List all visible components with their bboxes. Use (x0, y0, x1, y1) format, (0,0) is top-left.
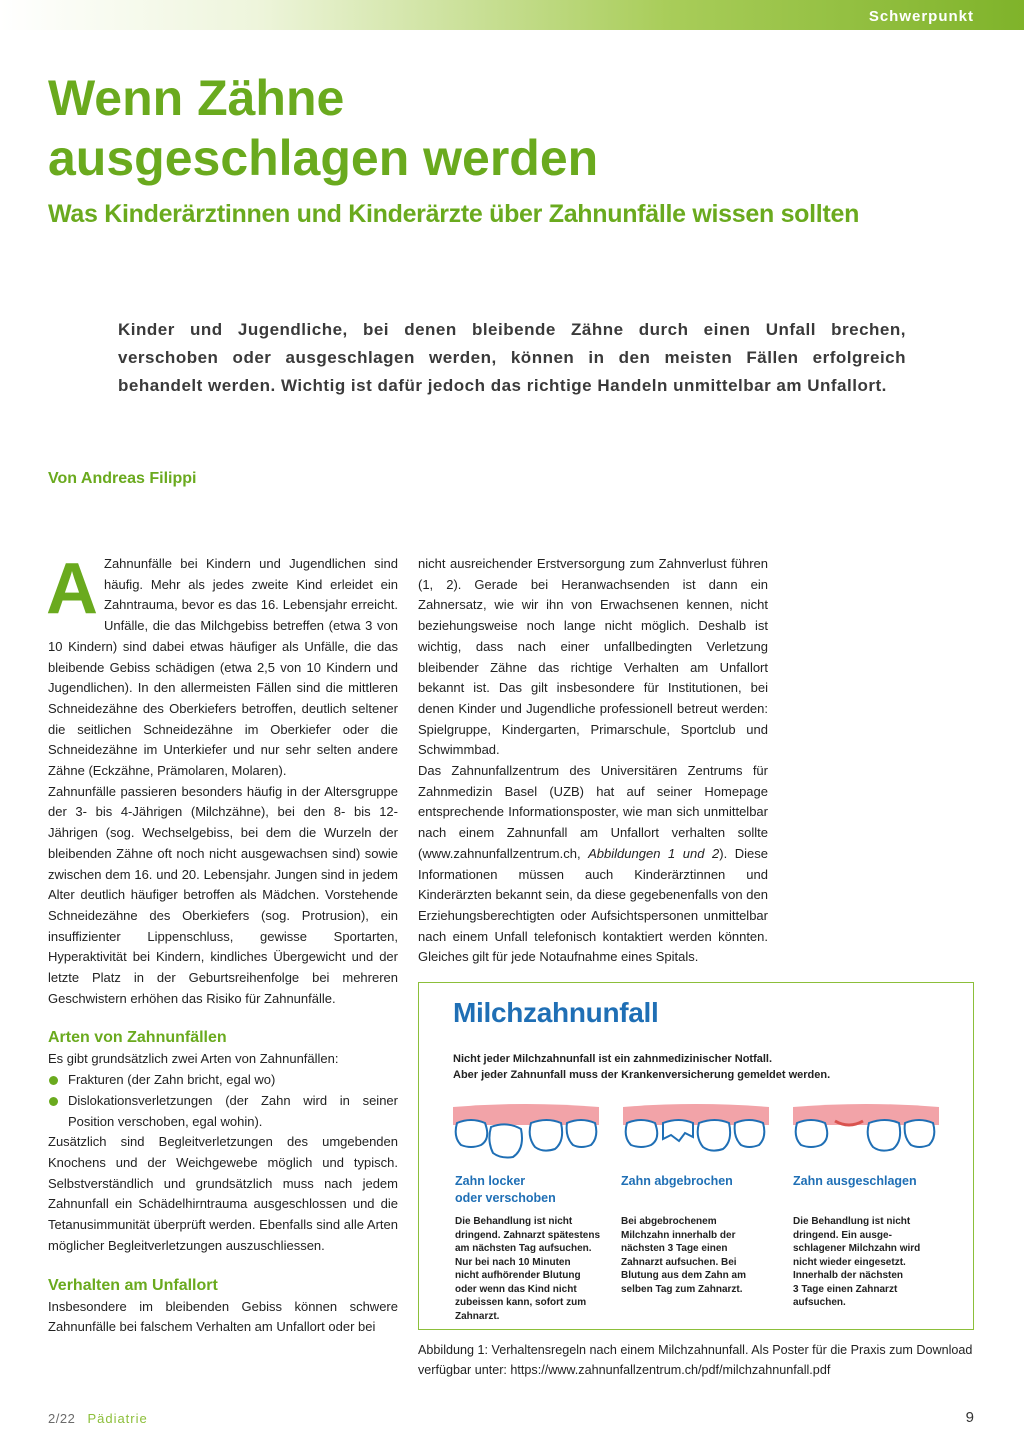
case-line: am nächsten Tag aufsuchen. (455, 1243, 592, 1254)
figure-caption: Abbildung 1: Verhaltensregeln nach einem Milchzahnunfall. Als Poster für die Praxis zum Download verfügbar unter: https://www.zahnunfallzentrum.ch/pdf/milchzahnunfall.pdf (418, 1343, 973, 1377)
case-line: Blutung aus dem Zahn am (621, 1270, 747, 1281)
paragraph-text: Das Zahnunfallzentrum des Universitären Zentrums für Zahnmedizin Basel (UZB) hat auf seiner Homepage entsprechende Informationsposter, wie man sich unmittelbar nach einem Zahnunfall am Unfallort verhalten sollte (www.zahnunfallzentrum.ch, (418, 763, 768, 861)
case-line: dringend. Ein ausge- (793, 1229, 892, 1241)
case-heading-line: Zahn ausgeschlagen (793, 1174, 917, 1188)
case-heading-line: oder verschoben (455, 1191, 556, 1205)
figure-poster (418, 982, 974, 1330)
case-line: Milchzahn innerhalb der (621, 1229, 736, 1241)
text-column-left (46, 549, 398, 1338)
article-title (48, 68, 598, 188)
page-number: 9 (965, 1409, 974, 1426)
case-line: Nur bei nach 10 Minuten (455, 1256, 571, 1268)
list-item: Frakturen (der Zahn bricht, egal wo) (48, 1070, 398, 1091)
body-paragraph (418, 761, 768, 968)
section-label: Schwerpunkt (868, 8, 974, 25)
section-heading-verhalten: Verhalten am Unfallort (48, 1276, 218, 1294)
case-line: Bei abgebrochenem (621, 1216, 717, 1227)
poster-intro (453, 1051, 953, 1083)
dropcap: A (46, 549, 98, 629)
case-line: Die Behandlung ist nicht (455, 1216, 573, 1227)
text-column-right (418, 554, 768, 968)
case-line: selben Tag zum Zahnarzt. (621, 1283, 743, 1295)
body-paragraph: Insbesondere im bleibenden Gebiss können schwere Zahnunfälle bei falschem Verhalten am Unfallort oder bei (48, 1298, 398, 1335)
article-subtitle: Was Kinderärztinnen und Kinderärzte über Zahnunfälle wissen sollten (48, 200, 860, 228)
poster-title: Milchzahnunfall (453, 997, 659, 1028)
header-bar (0, 0, 1024, 30)
case-line: Zahnarzt. (455, 1310, 500, 1322)
bullet-list (48, 1070, 398, 1132)
case-heading-line: Zahn locker (455, 1174, 526, 1188)
figure-reference: Abbildungen 1 und 2 (588, 845, 720, 861)
footer (48, 1411, 148, 1426)
case-line: 3 Tage einen Zahnarzt (793, 1283, 898, 1295)
case-line: nicht aufhörender Blutung (455, 1270, 581, 1281)
case-heading (621, 1173, 771, 1190)
poster-intro-line: Nicht jeder Milchzahnunfall ist ein zahnmedizinischer Notfall. (453, 1053, 773, 1065)
title-line: ausgeschlagen werden (48, 130, 599, 186)
case-line: nicht wieder eingesetzt. (793, 1256, 906, 1268)
issue-number: 2/22 (48, 1411, 76, 1426)
case-line: aufsuchen. (793, 1297, 846, 1308)
missing-tooth-icon (791, 1103, 941, 1165)
body-paragraph: Es gibt grundsätzlich zwei Arten von Zahnunfällen: (48, 1051, 339, 1067)
body-paragraph: Zusätzlich sind Begleitverletzungen des umgebenden Knochens und der Weichgewebe möglich und typisch. Selbstverständlich und grundsätzlich muss nach jedem Zahnunfall ein Schädelhirntrauma ausgeschlossen und die Tetanusimmunität überprüft werden. Ebenfalls sind alle Arten möglicher Begleitverletzungen auszuschliessen. (48, 1134, 398, 1253)
broken-tooth-icon (621, 1103, 771, 1165)
case-line: Zahnarzt aufsuchen. Bei (621, 1256, 737, 1268)
case-description (621, 1215, 771, 1296)
title-line: Wenn Zähne (48, 70, 345, 126)
case-line: zubeissen kann, sofort zum (455, 1297, 587, 1308)
list-item: Dislokationsverletzungen (der Zahn wird in seiner Position verschoben, egal wohin). (48, 1091, 398, 1132)
poster-intro-line: Aber jeder Zahnunfall muss der Krankenversicherung gemeldet werden. (453, 1069, 831, 1081)
intro-paragraph (46, 549, 398, 782)
case-line: oder wenn das Kind nicht (455, 1283, 577, 1295)
author-byline: Von Andreas Filippi (48, 470, 197, 487)
case-heading-line: Zahn abgebrochen (621, 1174, 733, 1188)
paragraph-text: ). Diese Informationen müssen auch Kinderärztinnen und Kinderärzten bekannt sein, da diese gegebenenfalls von den Erziehungsberechtigten oder Aufsichtspersonen unmittelbar nach einem Unfall telefonisch kontaktiert werden könnten. Gleiches gilt für jede Notaufnahme eines Spitals. (418, 845, 769, 965)
case-line: nächsten 3 Tage einen (621, 1243, 728, 1254)
body-paragraph: nicht ausreichender Erstversorgung zum Zahnverlust führen (1, 2). Gerade bei Heranwachsenden ist dann ein Zahnersatz, wie wir ihn von Erwachsenen kennen, nicht beziehungsweise noch lange nicht möglich. Deshalb ist wichtig, dass nach einer unfallbedingten Verletzung bleibender Zähne das richtige Verhalten am Unfallort bekannt ist. Das gilt insbesondere für Institutionen, bei denen Kinder und Jugendliche professionell betreut werden: Spielgruppe, Kindergarten, Primarschule, Sportclub und Schwimmbad. (418, 556, 768, 758)
case-line: dringend. Zahnarzt spätestens (455, 1229, 601, 1241)
case-line: Innerhalb der nächsten (793, 1270, 904, 1281)
case-description (793, 1215, 943, 1310)
lead-paragraph: Kinder und Jugendliche, bei denen bleibende Zähne durch einen Unfall brechen, verschoben oder ausgeschlagen werden, können in den meisten Fällen erfolgreich behandelt werden. Wichtig ist dafür jedoch das richtige Handeln unmittelbar am Unfallort. (118, 320, 906, 395)
loose-tooth-icon (451, 1103, 601, 1165)
journal-name: Pädiatrie (87, 1411, 148, 1426)
case-heading (455, 1173, 605, 1207)
body-paragraph: Zahnunfälle passieren besonders häufig in der Altersgruppe der 3- bis 4-Jährigen (Milchzähne), bei den 8- bis 12-Jährigen (sog. Wechselgebiss, bei dem die Wurzeln der bleibenden Zähne oft noch nicht ausgewachsen sind) sowie zwischen dem 16. und 20. Lebensjahr. Jungen sind in jedem Alter deutlich häufiger betroffen als Mädchen. Vorstehende Schneidezähne des Oberkiefers (sog. Protrusion), ein insuffizienter Lippenschluss, gewisse Sportarten, Hyperaktivität bei Kindern, kindliches Übergewicht und der letzte Platz in der Geburtsreihenfolge bei mehreren Geschwistern erhöhen das Risiko für Zahnunfälle. (48, 783, 398, 1006)
paragraph-text: Zahnunfälle bei Kindern und Jugendlichen sind häufig. Mehr als jedes zweite Kind erleidet ein Zahntrauma, bevor es das 16. Lebensjahr erreicht. Unfälle, die das Milchgebiss betreffen (etwa 3 von 10 Kindern) sind dabei etwas häufiger als Unfälle, die das bleibende Gebiss schädigen (etwa 2,5 von 10 Kindern und Jugendlichen). In den allermeisten Fällen sind die mittleren Schneidezähne des Oberkiefers betroffen, deutlich seltener die seitlichen Schneidezähne im Oberkiefer oder die Schneidezähne im Unterkiefer und nur sehr selten andere Zähne (Eckzähne, Prämolaren, Molaren). (48, 556, 398, 779)
section-heading-arten: Arten von Zahnunfällen (48, 1029, 227, 1047)
case-line: schlagener Milchzahn wird (793, 1243, 921, 1254)
case-heading (793, 1173, 943, 1190)
case-description (455, 1215, 605, 1323)
case-line: Die Behandlung ist nicht (793, 1216, 911, 1227)
